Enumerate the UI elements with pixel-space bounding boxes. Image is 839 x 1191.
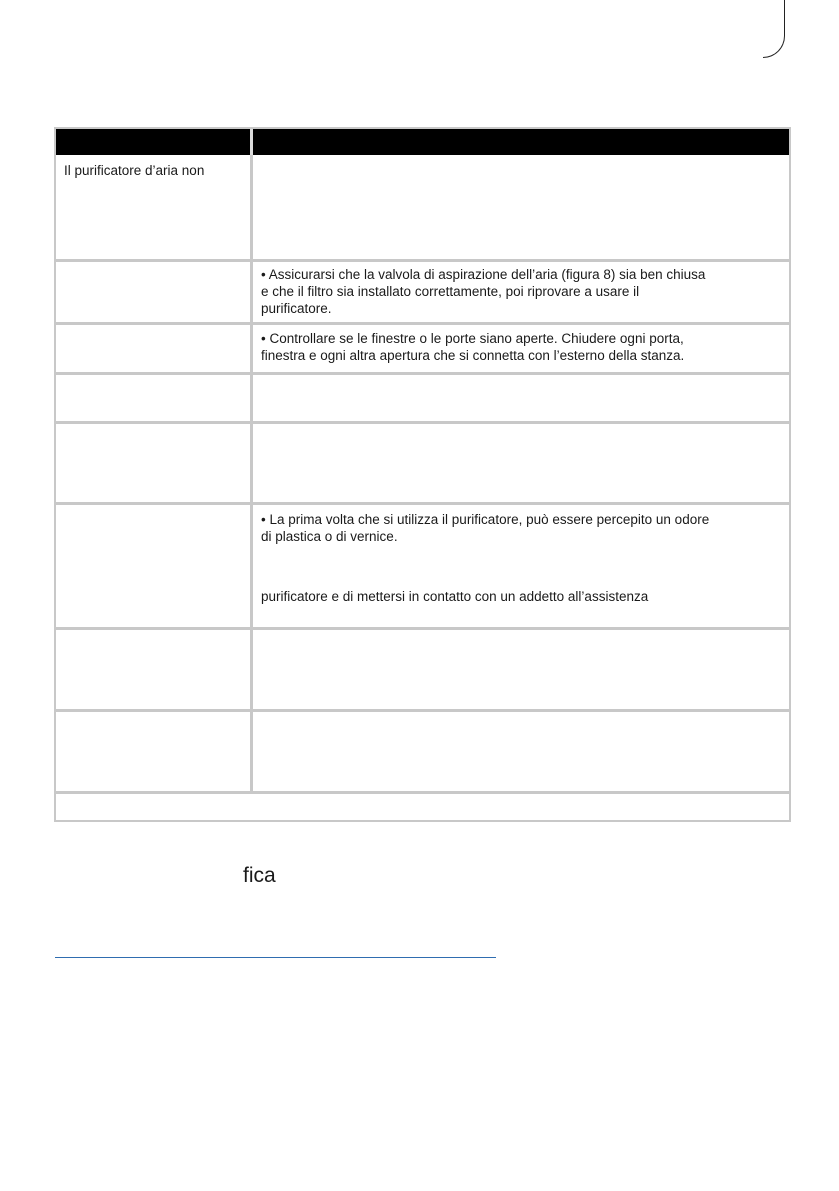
table-row-separator	[56, 791, 789, 794]
table-row-separator	[56, 322, 789, 325]
solution-cell-text: • La prima volta che si utilizza il purificatore, può essere percepito un odore di plastica o di vernice.	[261, 512, 710, 544]
table-header-divider	[250, 129, 253, 155]
solution-cell-text: purificatore e di mettersi in contatto con un addetto all’assistenza	[261, 589, 649, 604]
troubleshooting-table	[54, 127, 791, 822]
page-corner-mark	[763, 0, 785, 58]
solution-cell-text: • Assicurarsi che la valvola di aspirazione dell’aria (figura 8) sia ben chiusa e che il filtro sia installato correttamente, poi riprovare a usare il purificatore.	[261, 267, 706, 316]
table-column-separator	[250, 155, 253, 792]
table-row-separator	[56, 372, 789, 375]
table-row-separator	[56, 627, 789, 630]
table-row-separator	[56, 502, 789, 505]
problem-cell-text: Il purificatore d’aria non	[64, 163, 205, 178]
link-underline	[55, 957, 496, 958]
table-row-separator	[56, 421, 789, 424]
solution-cell-text: • Controllare se le finestre o le porte siano aperte. Chiudere ogni porta, finestra e ogni altra apertura che si connetta con l’esterno della stanza.	[261, 331, 685, 363]
table-row-separator	[56, 259, 789, 262]
text-fragment: fica	[243, 864, 276, 887]
table-row-separator	[56, 709, 789, 712]
table-header-row	[56, 129, 789, 155]
